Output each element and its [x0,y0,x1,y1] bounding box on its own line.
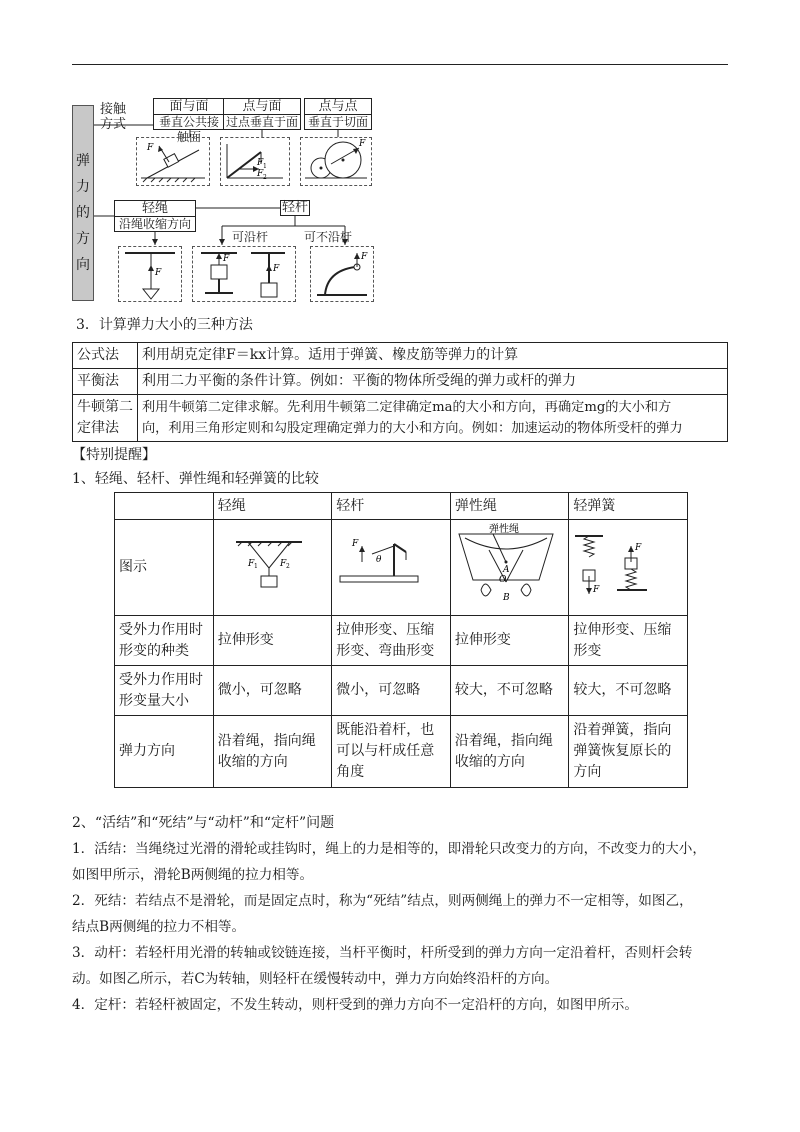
rope-box [114,200,196,232]
cell: 拉伸形变、压缩形变 [569,616,688,666]
rod-not-along-label: 可不沿杆 [304,230,353,244]
paragraph-line: 如图甲所示，滑轮B两侧绳的拉力相等。 [72,867,314,883]
paragraph-line: 1．活结：当绳绕过光滑的滑轮或挂钩时，绳上的力是相等的，即滑轮只改变力的方向，不改变力的大小， [72,841,706,857]
force-label: F [147,143,154,153]
cell: 拉伸形变 [213,616,332,666]
sketch-point-point-contact [300,137,372,186]
vertical-label-char: 弹 [76,153,90,169]
table-row-kind [115,616,688,666]
cell: 既能沿着杆，也可以与杆成任意角度 [332,716,451,788]
table-row-amount [115,666,688,716]
rope-rule: 沿绳收缩方向 [118,217,191,231]
table-row-direction [115,716,688,788]
section2-heading: 2、“活结”和“死结”与“动杆”和“定杆”问题 [72,815,335,831]
contact-label: 方式 [100,117,127,132]
method-label: 公式法 [73,343,138,369]
cell: 较大，不可忽略 [569,666,688,716]
table-row [73,343,728,369]
header-cell: 轻绳 [213,493,332,520]
paragraph-live-knot [72,836,728,888]
cell: 沿着绳，指向绳收缩的方向 [213,716,332,788]
fig-spring [569,520,688,616]
force-subscript: 2 [285,563,290,570]
force-subscript: 2 [263,174,267,181]
rod-along-label: 可沿杆 [232,230,269,244]
contact-type: 点与面 [224,99,300,115]
row-label: 受外力作用时形变量大小 [115,666,214,716]
method-label: 平衡法 [73,369,138,395]
rod-box: 轻杆 [281,200,308,215]
fig-rope [213,520,332,616]
sketch-surface-contact [136,137,210,186]
force-label: F [279,559,286,569]
cell: 拉伸形变、压缩形变、弯曲形变 [332,616,451,666]
cell: 拉伸形变 [450,616,569,666]
cell: 微小，可忽略 [332,666,451,716]
force-subscript: 1 [263,163,267,170]
point-label: B [502,593,510,603]
force-label: F [257,169,264,179]
method-content-line: 利用牛顿第二定律求解。先利用牛顿第二定律确定ma的大小和方向，再确定mg的大小和方 [142,400,672,415]
compare-heading: 1、轻绳、轻杆、弹性绳和轻弹簧的比较 [72,471,319,487]
contact-label: 接触 [100,102,127,117]
force-label: F [635,543,642,553]
fig-rod [332,520,451,616]
special-heading: 【特别提醒】 [72,447,156,463]
vertical-label-char: 向 [76,257,90,273]
section3-heading: 3．计算弹力大小的三种方法 [76,317,253,333]
row-label: 图示 [115,520,214,616]
sketch-rope [118,246,182,302]
angle-label: θ [376,555,382,565]
force-label: F [155,268,162,278]
sketch-rod-not-along [310,246,374,302]
contact-rule: 垂直于切面 [307,115,368,129]
paragraph-line: 3．动杆：若轻杆用光滑的转轴或铰链连接，当杆平衡时，杆所受到的弹力方向一定沿着杆，否则杆会转 [72,945,693,961]
cell: 较大，不可忽略 [450,666,569,716]
sketch-point-surface-contact [220,137,290,186]
paragraph-dead-knot [72,888,728,940]
force-label: F [593,585,600,595]
force-label: F [273,264,280,274]
header-cell: 轻杆 [332,493,451,520]
paragraph-fixed-rod [72,992,728,1018]
contact-rule: 过点垂直于面 [225,115,298,129]
header-cell [115,493,214,520]
table-header-row [115,493,688,520]
force-label: F [223,254,230,264]
cell: 微小，可忽略 [213,666,332,716]
vertical-label-char: 力 [76,179,90,195]
row-label: 弹力方向 [115,716,214,788]
contact-type: 点与点 [305,99,371,115]
header-cell: 轻弹簧 [569,493,688,520]
table-row [73,395,728,442]
method-content [138,395,728,442]
paragraph-line: 结点B两侧绳的拉力不相等。 [72,919,246,935]
vertical-label-char: 方 [76,231,90,247]
method-label [73,395,138,442]
paragraph-line: 4．定杆：若轻杆被固定，不发生转动，则杆受到的弹力方向不一定沿杆的方向，如图甲所示。 [72,997,638,1013]
force-label: F [352,539,359,549]
cell: 沿着绳，指向绳收缩的方向 [450,716,569,788]
contact-rule: 垂直公共接触面 [158,115,219,144]
force-label: F [247,559,254,569]
table-row-figure [115,520,688,616]
methods-table [72,342,728,442]
point-label: O [498,575,507,585]
force-label: F [361,252,368,262]
elastic-rope-label: 弹性绳 [488,524,519,535]
contact-type: 面与面 [154,99,224,115]
row-label: 受外力作用时形变的种类 [115,616,214,666]
rope-label: 轻绳 [115,201,195,217]
method-content-line: 向，利用三角形定则和勾股定理确定弹力的大小和方向。例如：加速运动的物体所受杆的弹力 [142,421,683,436]
table-row [73,369,728,395]
method-content: 利用胡克定律F＝kx计算。适用于弹簧、橡皮筋等弹力的计算 [138,343,728,369]
paragraph-moving-rod [72,940,728,992]
paragraph-line: 2．死结：若结点不是滑轮，而是固定点时，称为“死结”结点，则两侧绳上的弹力不一定相等，如图乙， [72,893,693,909]
method-content: 利用二力平衡的条件计算。例如：平衡的物体所受绳的弹力或杆的弹力 [138,369,728,395]
method-label-line: 定律法 [77,420,119,436]
header-cell: 弹性绳 [450,493,569,520]
method-label-line: 牛顿第二 [77,399,133,415]
force-label: F [257,158,264,168]
force-label: F [359,139,366,149]
vertical-label-char: 的 [76,205,90,221]
point-label: A [502,565,510,575]
force-subscript: 1 [253,563,258,570]
fig-elastic-rope [450,520,569,616]
cell: 沿着弹簧，指向弹簧恢复原长的方向 [569,716,688,788]
comparison-table [114,492,688,788]
paragraph-line: 动。如图乙所示，若C为转轴，则轻杆在缓慢转动中，弹力方向始终沿杆的方向。 [72,971,559,987]
sketch-rod-along [192,246,296,302]
